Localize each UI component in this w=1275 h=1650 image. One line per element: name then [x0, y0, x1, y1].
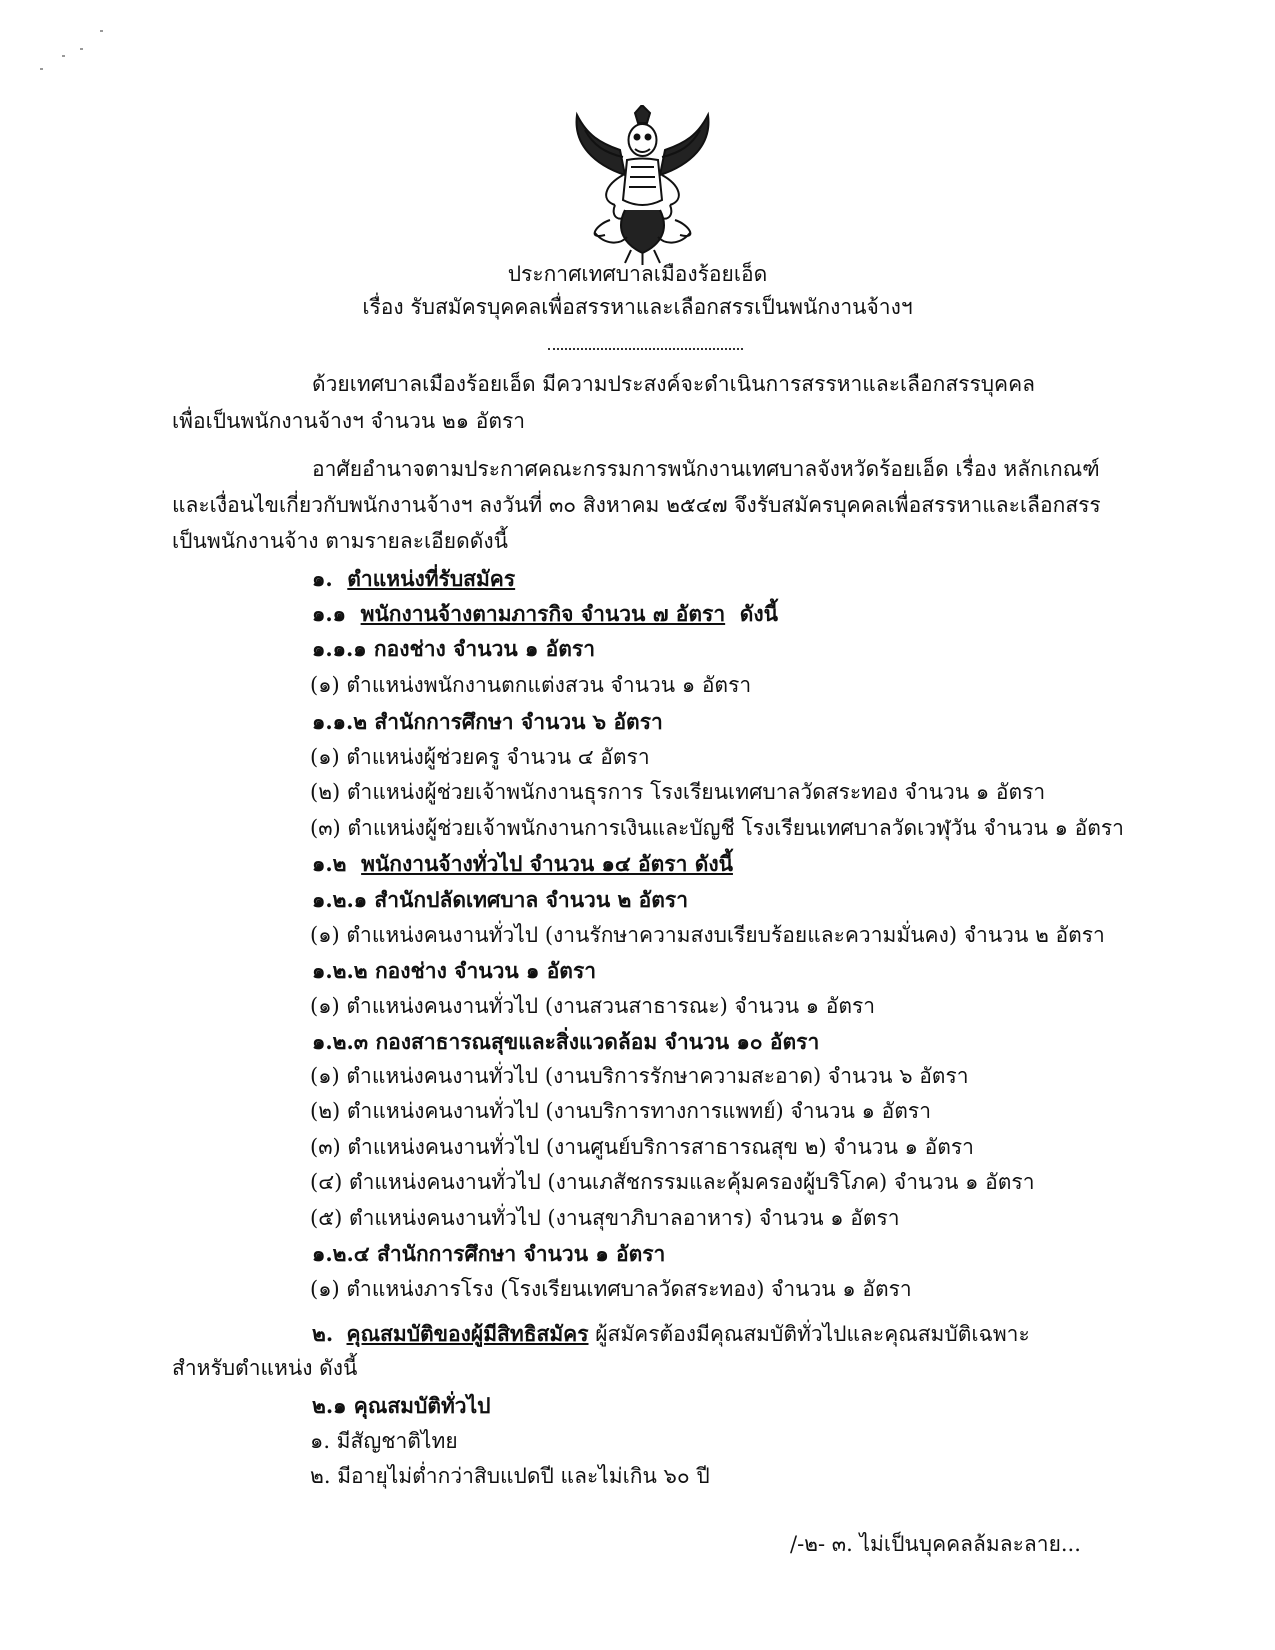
intro-paragraph-2-line-1: อาศัยอำนาจตามประกาศคณะกรรมการพนักงานเทศบาลจังหวัดร้อยเอ็ด เรื่อง หลักเกณฑ์	[312, 457, 1100, 481]
section-1-2-3-heading: ๑.๒.๓ กองสาธารณสุขและสิ่งแวดล้อม จำนวน ๑๐ อัตรา	[312, 1029, 820, 1054]
list-item: (๑) ตำแหน่งคนงานทั่วไป (งานบริการรักษาความสะอาด) จำนวน ๖ อัตรา	[310, 1064, 969, 1088]
dotted-separator	[548, 348, 743, 350]
list-item: (๑) ตำแหน่งพนักงานตกแต่งสวน จำนวน ๑ อัตรา	[310, 673, 752, 697]
list-item: (๒) ตำแหน่งคนงานทั่วไป (งานบริการทางการแพทย์) จำนวน ๑ อัตรา	[310, 1099, 931, 1123]
scan-speck	[40, 68, 43, 70]
scan-speck	[100, 30, 103, 32]
section-2-tail: ผู้สมัครต้องมีคุณสมบัติทั่วไปและคุณสมบัติเฉพาะ	[588, 1322, 1030, 1346]
section-2-title: คุณสมบัติของผู้มีสิทธิสมัคร	[346, 1321, 589, 1346]
scan-speck	[62, 55, 65, 57]
announcement-subject: เรื่อง รับสมัครบุคคลเพื่อสรรหาและเลือกสรรเป็นพนักงานจ้างฯ	[362, 295, 913, 319]
section-1-1-1-heading: ๑.๑.๑ กองช่าง จำนวน ๑ อัตรา	[312, 636, 595, 661]
section-1-number: ๑.	[312, 566, 333, 591]
section-1-1-number: ๑.๑	[312, 601, 346, 626]
section-2-line-2: สำหรับตำแหน่ง ดังนี้	[172, 1356, 358, 1380]
list-item: (๓) ตำแหน่งผู้ช่วยเจ้าพนักงานการเงินและบัญชี โรงเรียนเทศบาลวัดเวฬุวัน จำนวน ๑ อัตรา	[310, 816, 1124, 840]
section-1-1-tail: ดังนี้	[739, 601, 779, 626]
intro-paragraph-1-line-1: ด้วยเทศบาลเมืองร้อยเอ็ด มีความประสงค์จะดำเนินการสรรหาและเลือกสรรบุคคล	[312, 372, 1036, 396]
section-1-2-1-heading: ๑.๒.๑ สำนักปลัดเทศบาล จำนวน ๒ อัตรา	[312, 887, 688, 912]
section-1-2-heading	[312, 851, 733, 876]
list-item: (๑) ตำแหน่งภารโรง (โรงเรียนเทศบาลวัดสระทอง) จำนวน ๑ อัตรา	[310, 1277, 912, 1301]
section-1-1-2-heading: ๑.๑.๒ สำนักการศึกษา จำนวน ๖ อัตรา	[312, 709, 663, 734]
list-item: ๑. มีสัญชาติไทย	[310, 1429, 458, 1453]
section-1-2-title: พนักงานจ้างทั่วไป จำนวน ๑๔ อัตรา ดังนี้	[361, 851, 733, 876]
section-1-2-4-heading: ๑.๒.๔ สำนักการศึกษา จำนวน ๑ อัตรา	[312, 1241, 666, 1266]
section-2-number: ๒.	[312, 1321, 334, 1346]
intro-paragraph-2-line-3: เป็นพนักงานจ้าง ตามรายละเอียดดังนี้	[172, 529, 508, 553]
list-item: (๑) ตำแหน่งผู้ช่วยครู จำนวน ๔ อัตรา	[310, 745, 650, 769]
section-1-title: ตำแหน่งที่รับสมัคร	[347, 566, 516, 591]
list-item: ๒. มีอายุไม่ต่ำกว่าสิบแปดปี และไม่เกิน ๖๐ ปี	[310, 1464, 710, 1488]
section-1-heading	[312, 566, 515, 591]
section-1-2-2-heading: ๑.๒.๒ กองช่าง จำนวน ๑ อัตรา	[312, 958, 597, 983]
page-continuation: /-๒- ๓. ไม่เป็นบุคคลล้มละลาย...	[790, 1532, 1081, 1556]
list-item: (๑) ตำแหน่งคนงานทั่วไป (งานสวนสาธารณะ) จำนวน ๑ อัตรา	[310, 994, 876, 1018]
scan-speck	[80, 48, 83, 50]
intro-paragraph-1-line-2: เพื่อเป็นพนักงานจ้างฯ จำนวน ๒๑ อัตรา	[172, 409, 526, 433]
list-item: (๑) ตำแหน่งคนงานทั่วไป (งานรักษาความสงบเรียบร้อยและความมั่นคง) จำนวน ๒ อัตรา	[310, 923, 1105, 947]
section-1-2-number: ๑.๒	[312, 851, 347, 876]
section-1-1-title: พนักงานจ้างตามภารกิจ จำนวน ๗ อัตรา	[360, 601, 726, 626]
section-1-1-heading	[312, 601, 778, 626]
section-2-1-heading: ๒.๑ คุณสมบัติทั่วไป	[312, 1393, 491, 1418]
list-item: (๔) ตำแหน่งคนงานทั่วไป (งานเภสัชกรรมและคุ้มครองผู้บริโภค) จำนวน ๑ อัตรา	[310, 1170, 1035, 1194]
garuda-emblem-icon	[565, 105, 720, 265]
list-item: (๓) ตำแหน่งคนงานทั่วไป (งานศูนย์บริการสาธารณสุข ๒) จำนวน ๑ อัตรา	[310, 1135, 974, 1159]
list-item: (๒) ตำแหน่งผู้ช่วยเจ้าพนักงานธุรการ โรงเรียนเทศบาลวัดสระทอง จำนวน ๑ อัตรา	[310, 780, 1046, 804]
list-item: (๕) ตำแหน่งคนงานทั่วไป (งานสุขาภิบาลอาหาร) จำนวน ๑ อัตรา	[310, 1206, 900, 1230]
announcement-title: ประกาศเทศบาลเมืองร้อยเอ็ด	[507, 262, 768, 286]
section-2-heading	[312, 1321, 1030, 1347]
intro-paragraph-2-line-2: และเงื่อนไขเกี่ยวกับพนักงานจ้างฯ ลงวันที่ ๓๐ สิงหาคม ๒๕๔๗ จึงรับสมัครบุคคลเพื่อสรรหาและเลือกสรร	[172, 493, 1101, 517]
